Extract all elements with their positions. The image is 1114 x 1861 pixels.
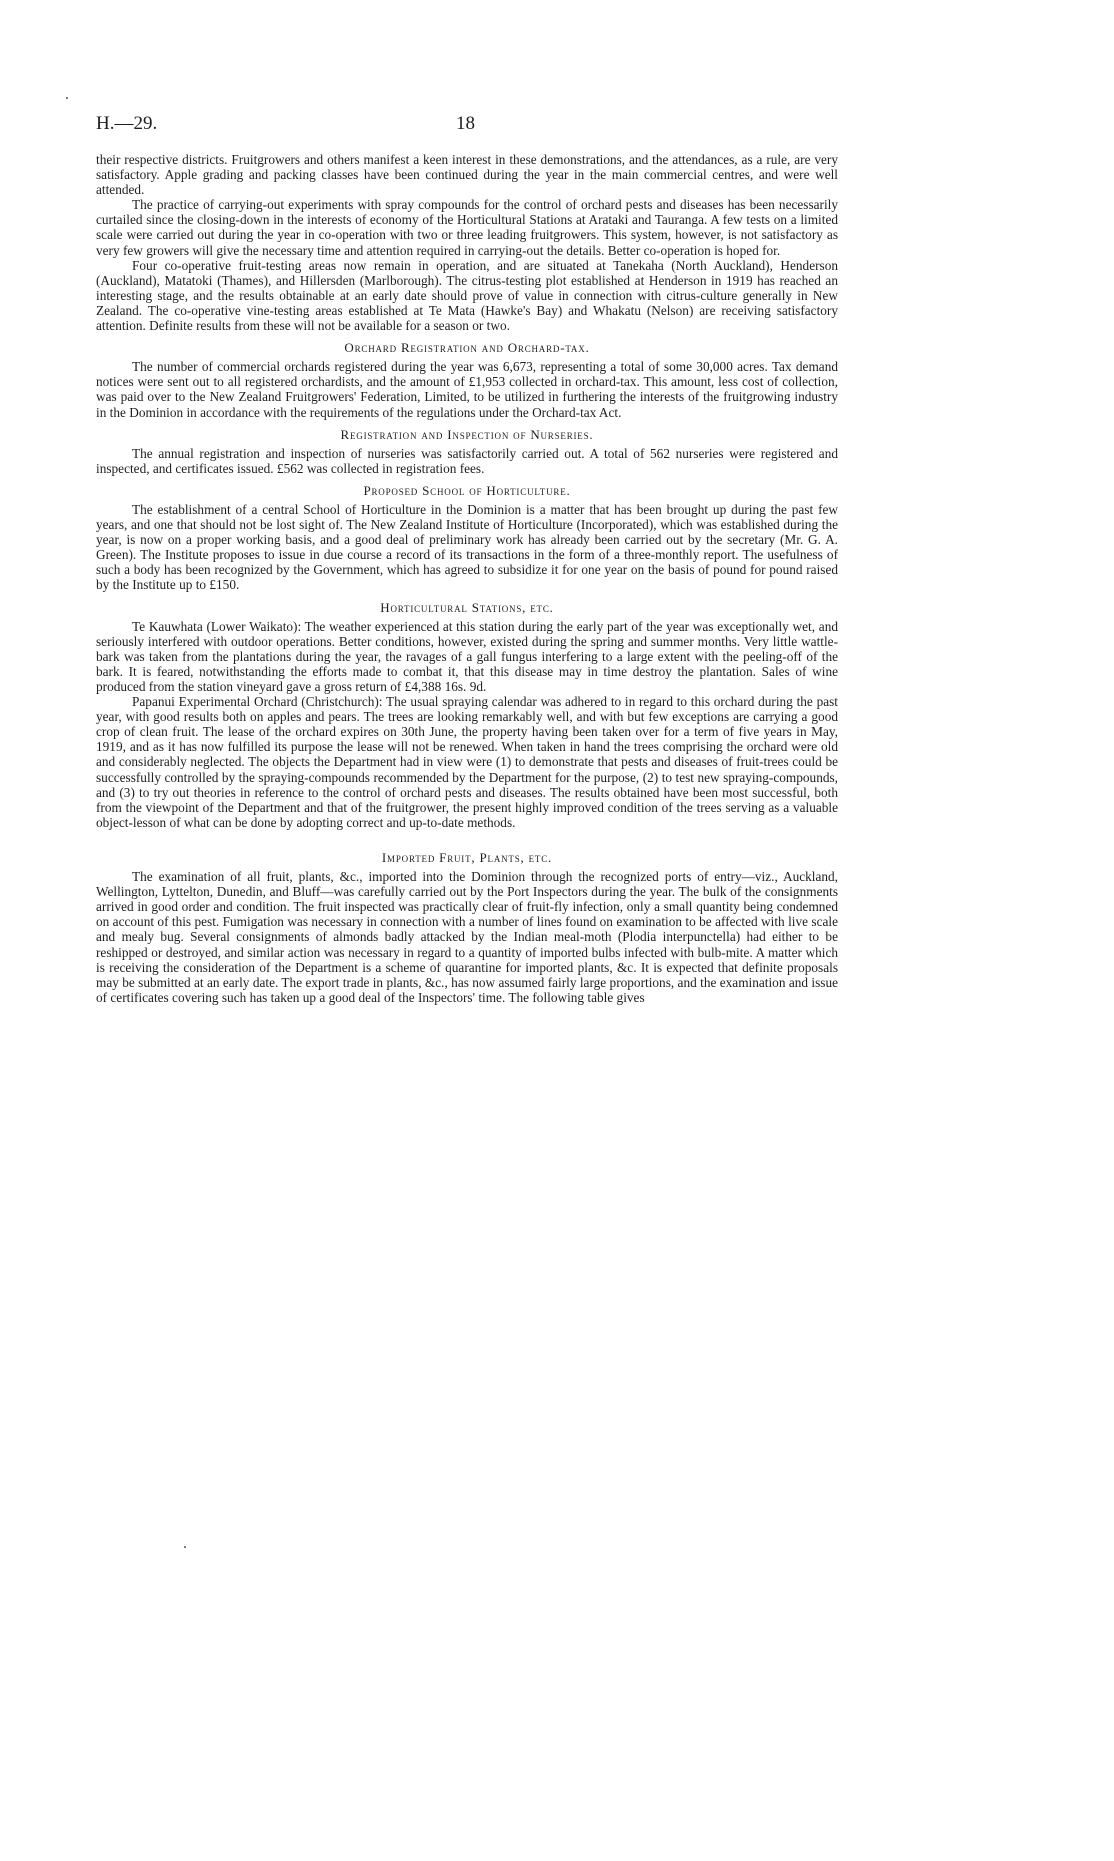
paragraph: The annual registration and inspection of nurseries was satisfactorily carried out. A total of 562 nurseries were registered and inspected, and certificates issued. £562 was collected in registration fees. (96, 445, 838, 476)
paragraph: The examination of all fruit, plants, &c., imported into the Dominion through the recognized ports of entry—viz., Auckland, Wellington, Lyttelton, Dunedin, and Bluff—was carefully carried out by the Port Inspectors during the year. The bulk of the consignments arrived in good order and condition. The fruit inspected was practically clear of fruit-fly infection, only a small quantity being condemned on account of this pest. Fumigation was necessary in connection with a number of lines found on examination to be affected with live scale and mealy bug. Several consignments of almonds badly attacked by the Indian meal-moth (Plodia interpunctella) had either to be reshipped or destroyed, and similar action was necessary in regard to a quantity of imported bulbs infected with bulb-mite. A matter which is receiving the consideration of the Department is a scheme of quarantine for imported plants, &c. It is expected that definite proposals may be submitted at an early date. The export trade in plants, &c., has now assumed fairly large proportions, and the examination and issue of certificates covering such has taken up a good deal of the Inspectors' time. The following table gives (96, 869, 838, 1005)
section-heading: Proposed School of Horticulture. (363, 482, 571, 498)
page-number: 18 (456, 113, 475, 134)
scan-speck (184, 1546, 186, 1548)
document-reference: H.—29. (96, 113, 158, 134)
section-heading: Imported Fruit, Plants, etc. (381, 849, 553, 865)
section-heading: Registration and Inspection of Nurseries. (340, 426, 594, 442)
paragraph: The establishment of a central School of Horticulture in the Dominion is a matter that has been brought up during the past few years, and one that should not be lost sight of. The New Zealand Institute of Horticulture (Incorporated), which was established during the year, is now on a proper working basis, and a good deal of preliminary work has already been carried out by the secretary (Mr. G. A. Green). The Institute proposes to issue in due course a record of its transactions in the form of a three-monthly report. The usefulness of such a body has been recognized by the Government, which has agreed to subsidize it for one year on the basis of pound for pound raised by the Institute up to £150. (96, 501, 838, 593)
document-body (96, 152, 838, 1005)
section-heading: Orchard Registration and Orchard-tax. (344, 340, 590, 356)
section-heading: Horticultural Stations, etc. (380, 599, 554, 615)
paragraph: The practice of carrying-out experiments with spray compounds for the control of orchard pests and diseases has been necessarily curtailed since the closing-down in the interests of economy of the Horticultural Stations at Arataki and Tauranga. A few tests on a limited scale were carried out during the year in co-operation with two or three leading fruitgrowers. This system, however, is not satisfactory as very few growers will give the necessary time and attention required in carrying-out the details. Better co-operation is hoped for. (96, 197, 838, 258)
scan-speck (66, 97, 68, 99)
paragraph: Four co-operative fruit-testing areas now remain in operation, and are situated at Tanekaha (North Auckland), Henderson (Auckland), Matatoki (Thames), and Hillersden (Marlborough). The citrus-testing plot established at Henderson in 1919 has reached an interesting stage, and the results obtainable at an early date should prove of value in connection with citrus-culture generally in New Zealand. The co-operative vine-testing areas established at Te Mata (Hawke's Bay) and Whakatu (Nelson) are receiving satisfactory attention. Definite results from these will not be available for a season or two. (96, 257, 838, 334)
paragraph: Papanui Experimental Orchard (Christchurch): The usual spraying calendar was adhered to in regard to this orchard during the past year, with good results both on apples and pears. The trees are looking remarkably well, and with but few exceptions are carrying a good crop of clean fruit. The lease of the orchard expires on 30th June, the property having been taken over for a term of five years in May, 1919, and as it has now fulfilled its purpose the lease will not be renewed. When taken in hand the trees comprising the orchard were old and considerably neglected. The objects the Department had in view were (1) to demonstrate that pests and diseases of fruit-trees could be successfully controlled by the spraying-compounds recommended by the Department for the purpose, (2) to test new spraying-compounds, and (3) to try out theories in reference to the control of orchard pests and diseases. The results obtained have been most successful, both from the viewpoint of the Department and that of the fruitgrower, the present highly improved condition of the trees serving as a valuable object-lesson of what can be done by adopting correct and up-to-date methods. (96, 694, 838, 830)
paragraph: their respective districts. Fruitgrowers and others manifest a keen interest in these demonstrations, and the attendances, as a rule, are very satisfactory. Apple grading and packing classes have been continued during the year in the main commercial centres, and were well attended. (96, 152, 838, 198)
paragraph: The number of commercial orchards registered during the year was 6,673, representing a total of some 30,000 acres. Tax demand notices were sent out to all registered orchardists, and the amount of £1,953 collected in orchard-tax. This amount, less cost of collection, was paid over to the New Zealand Fruitgrowers' Federation, Limited, to be utilized in furthering the interests of the fruitgrowing industry in the Dominion in accordance with the requirements of the regulations under the Orchard-tax Act. (96, 359, 838, 420)
paragraph: Te Kauwhata (Lower Waikato): The weather experienced at this station during the early part of the year was exceptionally wet, and seriously interfered with outdoor operations. Better conditions, however, existed during the spring and summer months. Very little wattle-bark was taken from the plantations during the year, the ravages of a gall fungus interfering to a large extent with the peeling-off of the bark. It is feared, notwithstanding the efforts made to combat it, that this disease may in time destroy the plantation. Sales of wine produced from the station vineyard gave a gross return of £4,388 16s. 9d. (96, 618, 838, 694)
